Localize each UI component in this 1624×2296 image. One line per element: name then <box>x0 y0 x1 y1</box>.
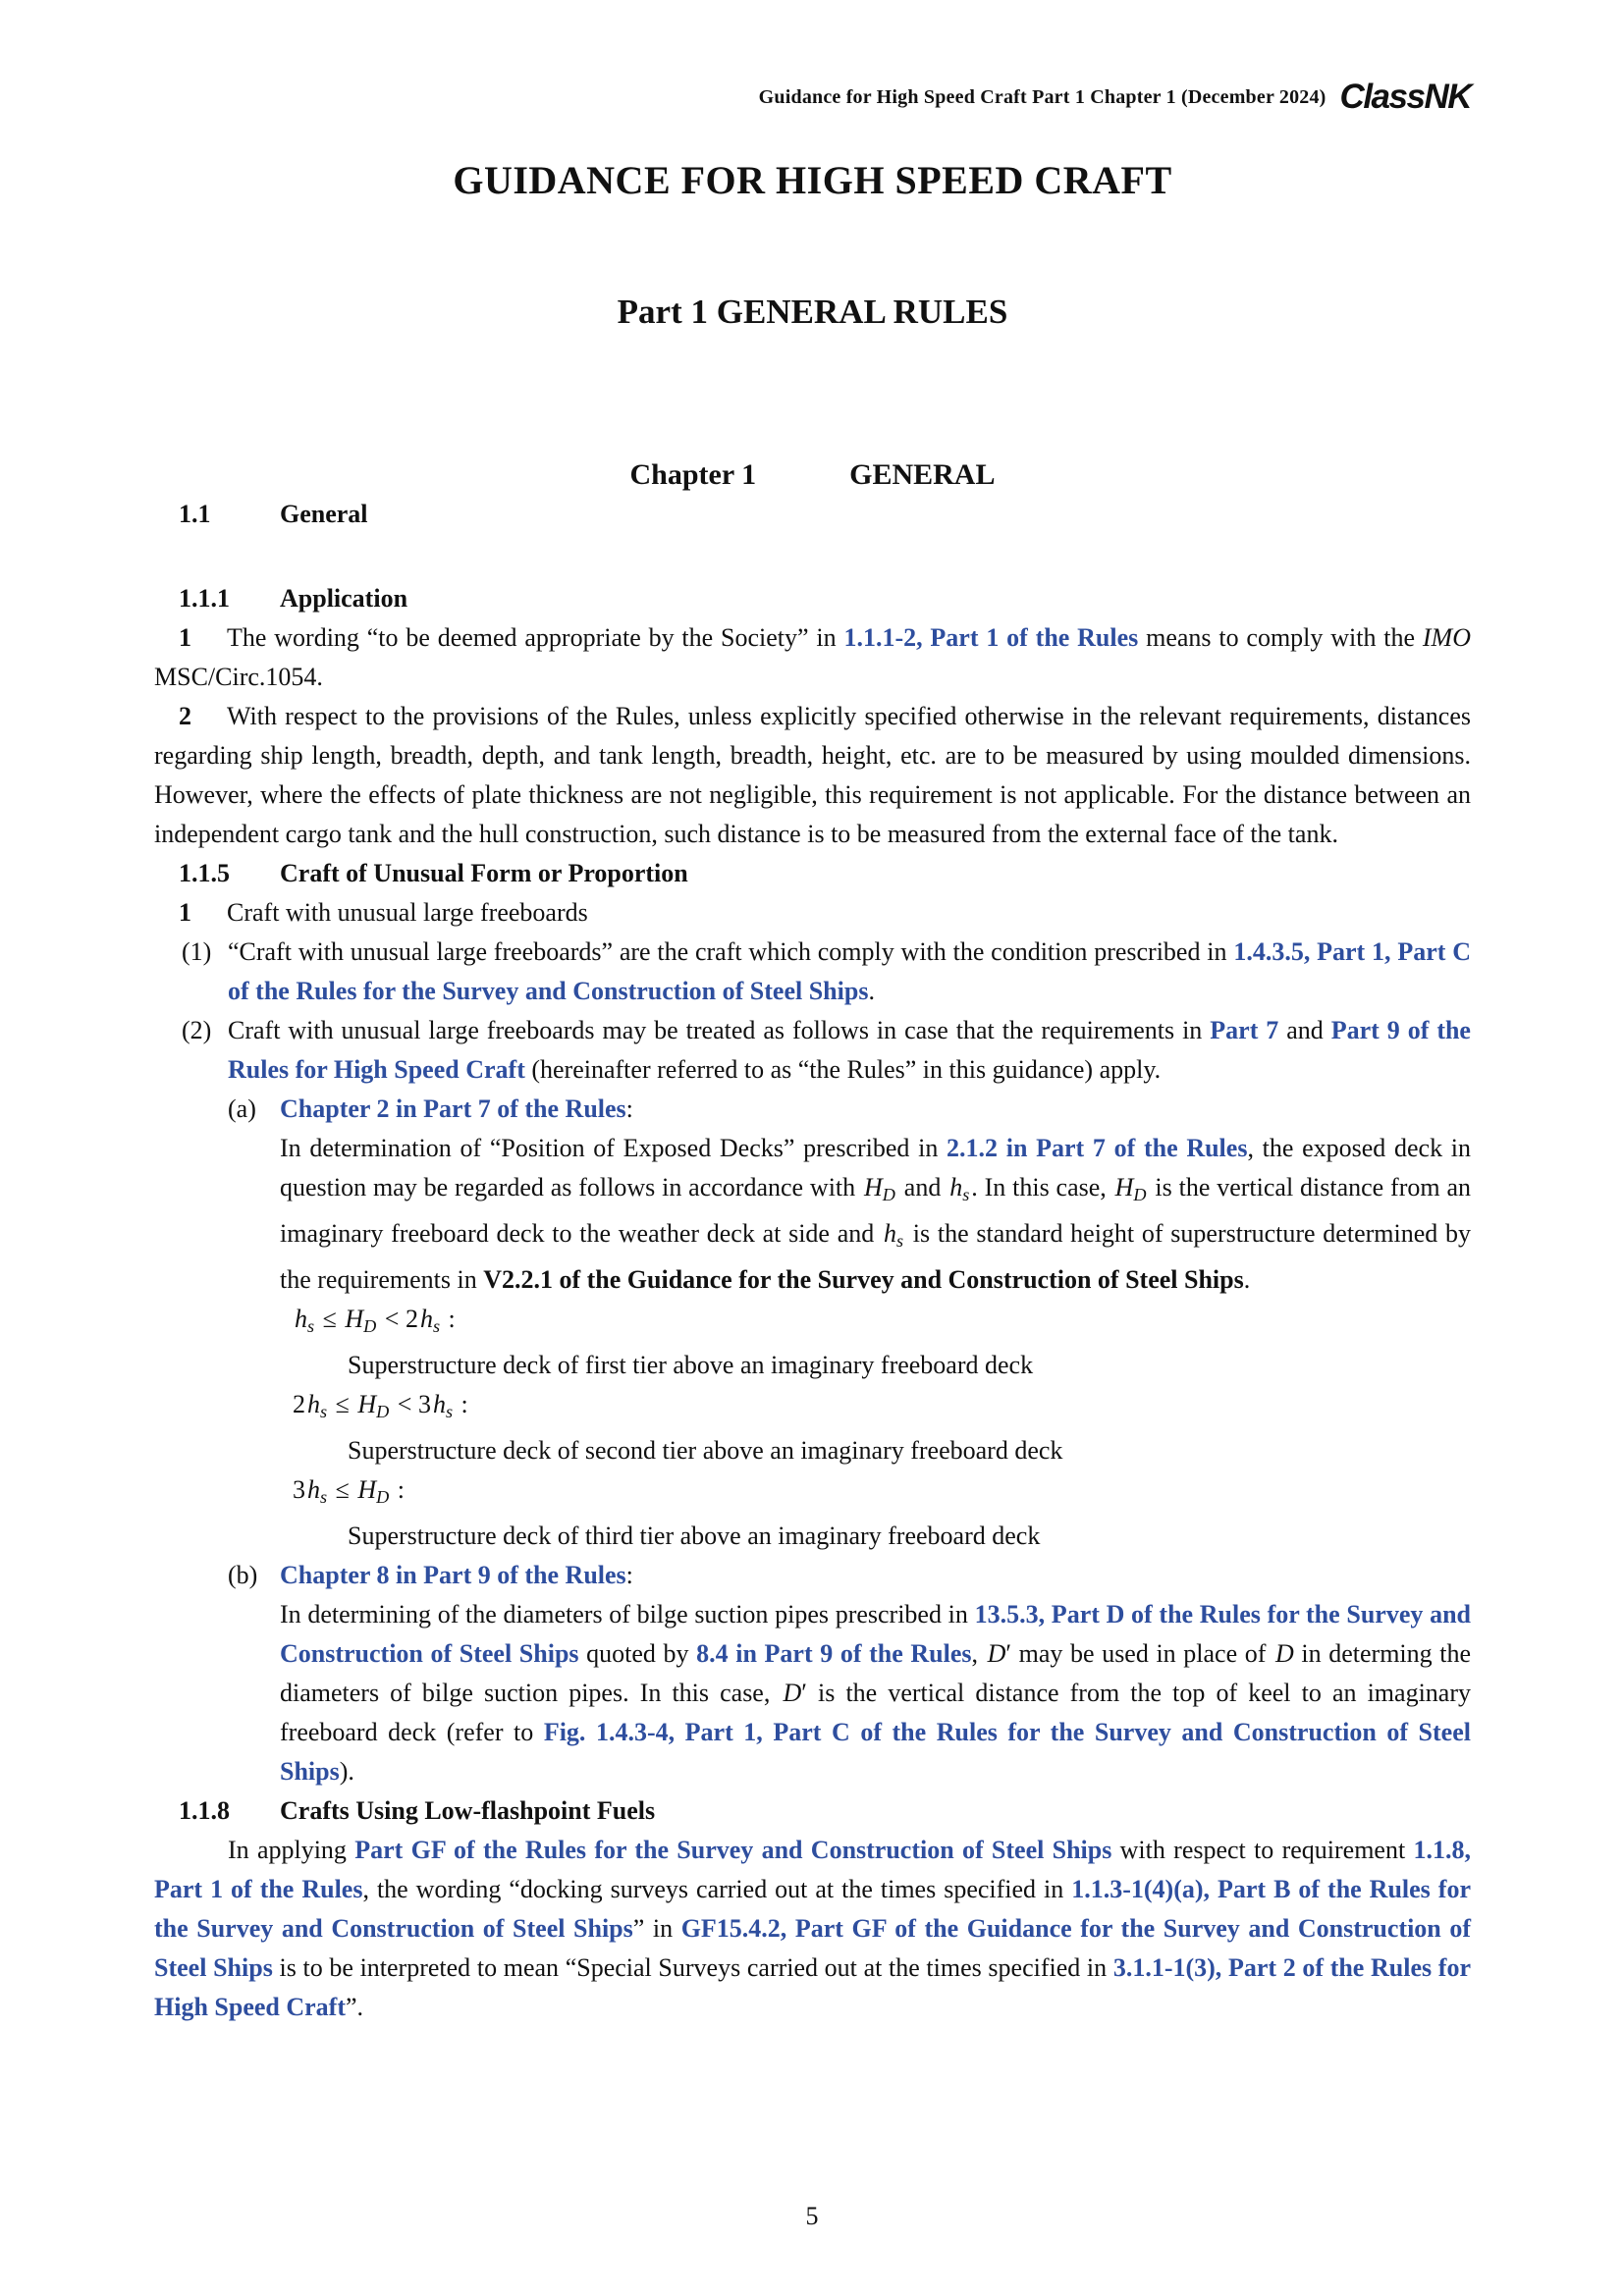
numbered-paragraph <box>154 893 1471 933</box>
list-item <box>154 933 1471 1011</box>
section-number: 1.1.5 <box>179 859 230 887</box>
text-run: Fig. 1.4.3-4, Part 1, Part C of the Rules for the Survey and Construction of Steel Ships <box>280 1718 1471 1787</box>
list-item <box>154 1011 1471 1090</box>
text-run: D <box>1275 1639 1294 1669</box>
formula-description <box>154 1431 1471 1470</box>
text-run: 1.1.1-2, Part 1 of the Rules <box>843 623 1139 652</box>
formula-description <box>154 1517 1471 1556</box>
text-run: V2.2.1 of the Guidance for the Survey and Construction of Steel Ships <box>483 1265 1244 1295</box>
text-run: Chapter 2 in Part 7 of the Rules <box>280 1095 626 1123</box>
text-run: 1.4.3.5, Part 1, Part C of the Rules for the Survey and Construction of Steel Ships <box>228 937 1471 1005</box>
text-run: IMO <box>1422 623 1471 652</box>
text-run: ≤ <box>316 1305 344 1334</box>
section-heading <box>154 854 1471 893</box>
numbered-paragraph <box>154 697 1471 854</box>
text-run: is the vertical distance from the top of keel to an imaginary freeboard deck (refer to <box>280 1679 1471 1747</box>
section-label: Craft of Unusual Form or Proportion <box>280 859 688 887</box>
text-run: 2 <box>293 1390 305 1419</box>
text-run: h <box>949 1173 963 1201</box>
text-run: ′ <box>801 1679 807 1708</box>
text-run: Chapter 8 in Part 9 of the Rules <box>280 1561 626 1590</box>
text-run: ). <box>339 1757 354 1787</box>
text-run: : <box>455 1390 468 1419</box>
text-run: H <box>345 1305 364 1334</box>
list-item <box>154 1556 1471 1595</box>
text-run: ≤ <box>329 1390 356 1419</box>
text-run: h <box>883 1219 896 1249</box>
text-run: h <box>295 1305 307 1334</box>
text-run: D <box>987 1639 1006 1669</box>
text-run: “Craft with unusual large freeboards” are the craft which comply with the condition prescribed in <box>228 937 1234 966</box>
document-title: GUIDANCE FOR HIGH SPEED CRAFT <box>453 158 1172 202</box>
formula-line <box>154 1385 1471 1431</box>
text-run: < 3 <box>391 1390 431 1419</box>
formula-line <box>154 1300 1471 1346</box>
text-run: s <box>432 1316 441 1337</box>
list-marker: (2) <box>182 1016 212 1044</box>
list-marker: (a) <box>228 1095 256 1123</box>
text-run: h <box>307 1390 320 1419</box>
text-run: quoted by <box>578 1639 697 1669</box>
section-label: Crafts Using Low-flashpoint Fuels <box>280 1796 656 1826</box>
text-run: H <box>1114 1173 1134 1201</box>
text-run: h <box>432 1390 446 1419</box>
text-run: In determination of “Position of Exposed Decks” prescribed in <box>280 1134 947 1162</box>
section-label: General <box>280 500 368 528</box>
text-run: Superstructure deck of first tier above an imaginary freeboard deck <box>348 1351 1034 1380</box>
text-run: s <box>320 1402 328 1422</box>
text-run: Superstructure deck of third tier above an imaginary freeboard deck <box>348 1522 1041 1551</box>
text-run: ≤ <box>329 1475 356 1505</box>
text-run: is to be interpreted to mean “Special Surveys carried out at the times specified in <box>272 1953 1113 1983</box>
text-run: ”. <box>346 1993 364 2022</box>
paragraph <box>154 1595 1471 1791</box>
text-run: 2.1.2 in Part 7 of the Rules <box>947 1134 1248 1162</box>
text-run: H <box>357 1475 377 1505</box>
text-run: is the vertical distance from an imaginary freeboard deck to the weather deck at side and <box>280 1173 1471 1249</box>
text-run: The wording “to be deemed appropriate by the Society” in <box>227 623 844 652</box>
section-number: 1.1.1 <box>179 584 230 613</box>
text-run: In determining of the diameters of bilge suction pipes prescribed in <box>280 1600 975 1629</box>
formula-description <box>154 1346 1471 1385</box>
section-label: Application <box>280 584 408 613</box>
formula-line <box>154 1470 1471 1517</box>
chapter-title <box>154 455 1471 495</box>
text-run: h <box>307 1475 320 1505</box>
text-run: Craft with unusual large freeboards <box>227 898 588 927</box>
paragraph-number: 2 <box>179 702 191 730</box>
paragraph <box>154 1129 1471 1300</box>
page-header <box>154 80 1471 114</box>
text-run: 3 <box>293 1475 305 1505</box>
text-run: 13.5.3, Part D of the Rules for the Survey and Construction of Steel Ships <box>280 1600 1471 1669</box>
text-run: 1.1.3-1(4)(a), Part B of the Rules for the Survey and Construction of Steel Ships <box>154 1875 1471 1944</box>
text-run: Superstructure deck of second tier above an imaginary freeboard deck <box>348 1436 1063 1466</box>
text-run: D <box>783 1679 802 1708</box>
section-number: 1.1 <box>179 500 211 528</box>
document-body <box>154 495 1471 2027</box>
text-run: 3.1.1-1(3), Part 2 of the Rules for High Speed Craft <box>154 1953 1471 2022</box>
text-run: s <box>307 1316 315 1337</box>
text-run: , <box>971 1639 986 1669</box>
chapter-name: GENERAL <box>849 458 996 491</box>
text-run: Part GF of the Rules for the Survey and Construction of Steel Ships <box>354 1836 1112 1865</box>
text-run: . <box>1243 1265 1251 1295</box>
text-run: . <box>868 977 875 1005</box>
text-run: with respect to requirement <box>1111 1836 1414 1865</box>
text-run: H <box>864 1173 883 1201</box>
list-marker: (1) <box>182 937 212 966</box>
text-run: H <box>357 1390 377 1419</box>
chapter-label: Chapter 1 <box>629 458 757 491</box>
text-run: and <box>896 1173 948 1201</box>
list-item <box>154 1090 1471 1129</box>
section-number: 1.1.8 <box>179 1796 230 1826</box>
header-text: Guidance for High Speed Craft Part 1 Chapter 1 (December 2024) <box>758 86 1326 108</box>
text-run: . In this case, <box>971 1173 1113 1201</box>
text-run: may be used in place of <box>1011 1639 1274 1669</box>
text-run: With respect to the provisions of the Rules, unless explicitly specified otherwise in the relevant requirements, distances regarding ship length, breadth, depth, and tank length, breadth, height, etc. are to be measured by using moulded dimensions. However, where the effects of plate thickness are not negligible, this requirement is not applicable. For the distance between an independent cargo tank and the hull construction, such distance is to be measured from the external face of the tank. <box>154 702 1471 848</box>
text-run: s <box>962 1185 970 1205</box>
text-run: ′ <box>1005 1639 1012 1669</box>
section-heading <box>154 495 1471 534</box>
text-run: Craft with unusual large freeboards may be treated as follows in case that the requirements in <box>228 1016 1211 1044</box>
text-run: is the standard height of superstructure determined by the requirements in <box>280 1219 1471 1295</box>
text-run: D <box>363 1316 377 1337</box>
text-run: means to comply with the <box>1138 623 1423 652</box>
text-run: In applying <box>228 1836 355 1865</box>
text-run: Part 7 <box>1210 1016 1279 1044</box>
text-run: MSC/Circ.1054. <box>154 663 323 691</box>
text-run: , the wording “docking surveys carried out at the times specified in <box>362 1875 1072 1904</box>
text-run: D <box>882 1185 895 1205</box>
text-run: Part 9 of the Rules for High Speed Craft <box>228 1016 1471 1084</box>
text-run: : <box>391 1475 406 1505</box>
text-run: : <box>442 1305 456 1334</box>
text-run: GF15.4.2, Part GF of the Guidance for the Survey and Construction of Steel Ships <box>154 1914 1471 1983</box>
page-number: 5 <box>805 2202 819 2230</box>
classnk-logo: ClassNK <box>1339 78 1471 116</box>
text-run: , the exposed deck in question may be regarded as follows in accordance with <box>280 1134 1472 1201</box>
text-run: s <box>320 1487 328 1508</box>
text-run: D <box>376 1487 390 1508</box>
part-title: Part 1 GENERAL RULES <box>617 293 1008 331</box>
paragraph <box>154 1831 1471 2027</box>
text-run: : <box>625 1095 633 1123</box>
text-run: s <box>445 1402 454 1422</box>
text-run: h <box>419 1305 433 1334</box>
paragraph-number: 1 <box>179 898 191 927</box>
section-heading <box>154 579 1471 618</box>
text-run: D <box>376 1402 390 1422</box>
text-run: 8.4 in Part 9 of the Rules <box>696 1639 972 1669</box>
text-run: : <box>625 1561 633 1590</box>
text-run: ” in <box>632 1914 681 1944</box>
text-run: and <box>1278 1016 1331 1044</box>
text-run: in determing the diameters of bilge suction pipes. In this case, <box>280 1639 1472 1708</box>
text-run: D <box>1133 1185 1147 1205</box>
text-run: 1.1.8, Part 1 of the Rules <box>154 1836 1471 1904</box>
text-run: s <box>895 1231 904 1252</box>
text-run: < 2 <box>378 1305 418 1334</box>
list-marker: (b) <box>228 1561 258 1590</box>
paragraph-number: 1 <box>179 623 191 652</box>
section-heading <box>154 1791 1471 1831</box>
text-run: (hereinafter referred to as “the Rules” in this guidance) apply. <box>524 1055 1162 1084</box>
numbered-paragraph <box>154 618 1471 697</box>
